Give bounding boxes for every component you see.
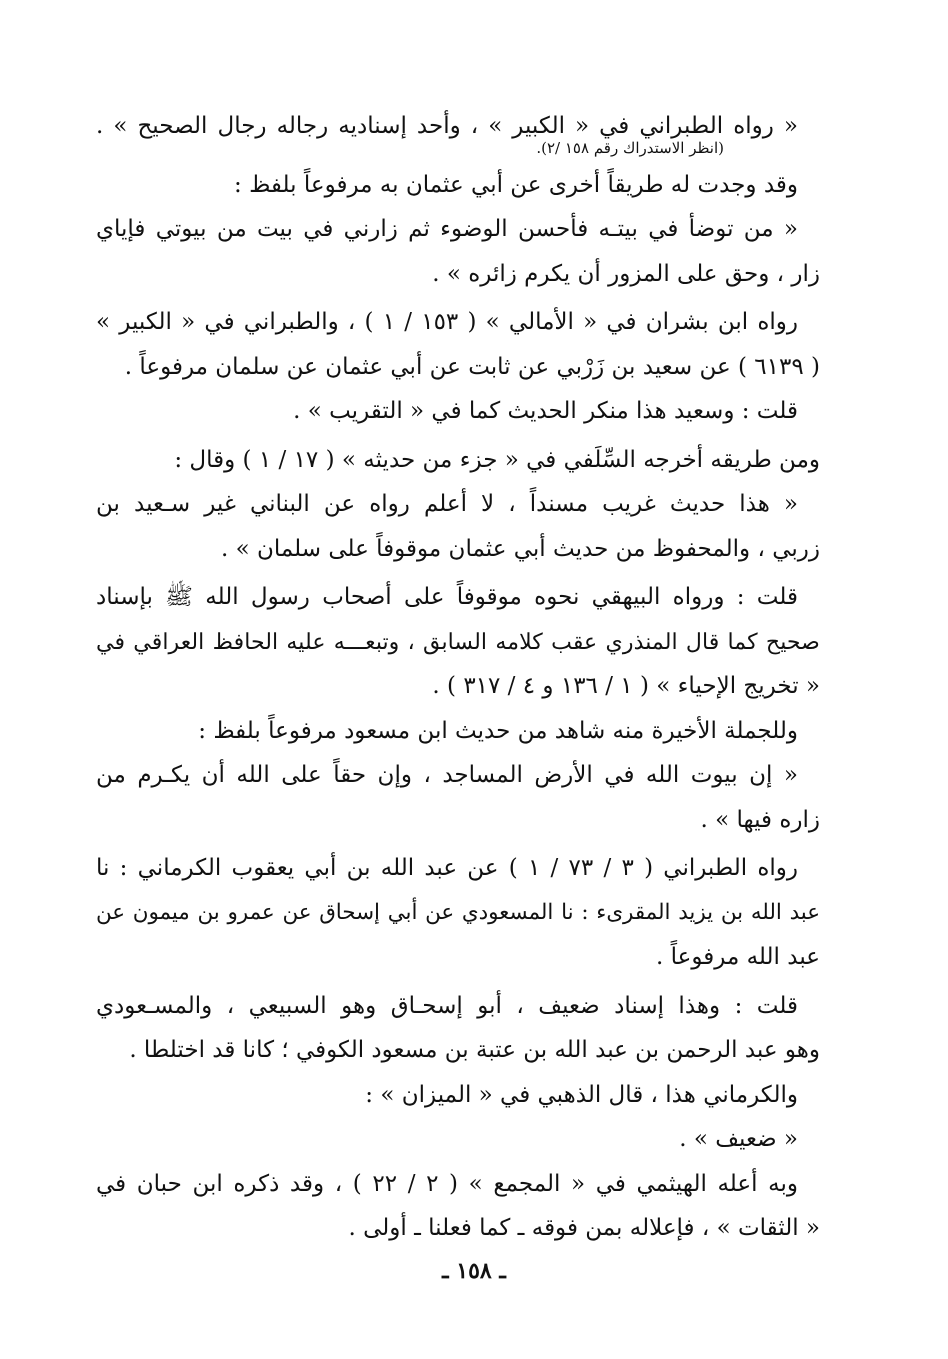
text-line-15: « إن بيوت الله في الأرض المساجد ، وإن حقاً على الله أن يكـرم من	[96, 762, 798, 788]
text-line-9: « هذا حديث غريب مسنداً ، لا أعلم رواه عن البناني غير سـعيد بن	[96, 491, 798, 517]
text-line-3: « من توضأ في بيتـه فأحسن الوضوء ثم زارني في بيت من بيوتي فإياي	[96, 216, 799, 242]
text-line-23: « ضعيف » .	[679, 1126, 798, 1152]
text-line-18: عبد الله بن يزيد المقرىء : نا المسعودي عن أبي إسحاق عن عمرو بن ميمون عن	[96, 899, 820, 925]
page-body	[96, 104, 820, 1251]
text-line-16: زاره فيها » .	[700, 806, 820, 833]
text-line-13: « تخريج الإحياء » ( ١ / ١٣٦ و ٤ / ٣١٧ ) .	[432, 673, 820, 699]
text-line-20: قلت : وهذا إسناد ضعيف ، أبو إسحـاق وهو السبيعي ، والمسـعودي	[96, 992, 798, 1019]
text-line-14: وللجملة الأخيرة منه شاهد من حديث ابن مسعود مرفوعاً بلفظ :	[198, 717, 798, 744]
text-line-22: والكرماني هذا ، قال الذهبي في « الميزان » :	[365, 1081, 798, 1108]
text-line-19: عبد الله مرفوعاً .	[656, 944, 820, 970]
text-line-10: زربي ، والمحفوظ من حديث أبي عثمان موقوفاً على سلمان » .	[220, 535, 820, 562]
footnote-reference: (انظر الاستدراك رقم ١٥٨ /٢).	[536, 138, 724, 157]
text-line-7: قلت : وسعيد هذا منكر الحديث كما في « التقريب » .	[293, 398, 798, 424]
text-line-5: رواه ابن بشران في « الأمالي » ( ١٥٣ / ١ ) ، والطبراني في « الكبير »	[96, 309, 798, 335]
text-line-2: وقد وجدت له طريقاً أخرى عن أبي عثمان به مرفوعاً بلفظ :	[234, 171, 798, 198]
text-line-11: قلت : ورواه البيهقي نحوه موقوفاً على أصحاب رسول الله ﷺ بإسناد	[96, 584, 798, 610]
text-line-17: رواه الطبراني ( ٣ / ٧٣ / ١ ) عن عبد الله بن أبي يعقوب الكرماني : نا	[96, 855, 799, 881]
text-line-12: صحيح كما قال المنذري عقب كلامه السابق ، وتبعـــه عليه الحافظ العراقي في	[96, 628, 820, 655]
text-line-24: وبه أعله الهيثمي في « المجمع » ( ٢ / ٢٢ ) ، وقد ذكره ابن حبان في	[96, 1170, 798, 1197]
text-line-1: « رواه الطبراني في « الكبير » ، وأحد إسناديه رجاله رجال الصحيح » .	[96, 113, 798, 139]
text-line-6: ( ٦١٣٩ ) عن سعيد بن زَرْبي عن ثابت عن أبي عثمان عن سلمان مرفوعاً .	[124, 353, 820, 380]
text-line-4: زار ، وحق على المزور أن يكرم زائره » .	[432, 260, 820, 287]
page-number: ـ ١٥٨ ـ	[442, 1258, 506, 1284]
text-line-8: ومن طريقه أخرجه السِّلَفي في « جزء من حديثه » ( ١٧ / ١ ) وقال :	[174, 446, 820, 473]
text-line-21: وهو عبد الرحمن بن عبد الله بن عتبة بن مسعود الكوفي ؛ كانا قد اختلطا .	[129, 1037, 820, 1063]
text-line-25: « الثقات » ، فإعلاله بمن فوقه ـ كما فعلنا ـ أولى .	[348, 1215, 820, 1241]
